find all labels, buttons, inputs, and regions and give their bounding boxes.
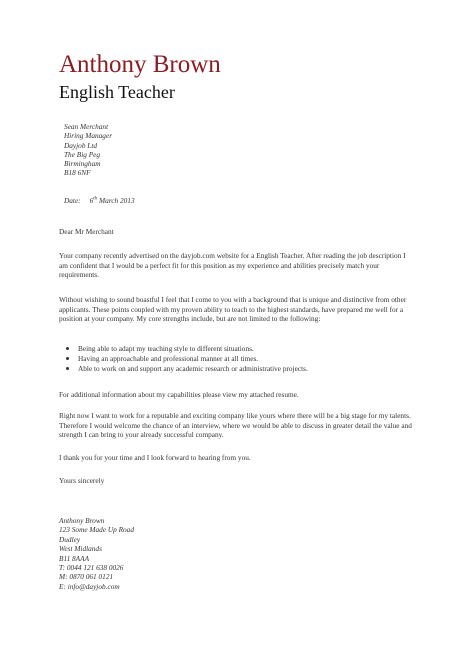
bullet-text: Having an approachable and professional manner at all times.	[78, 354, 259, 363]
bullet-icon	[66, 367, 69, 370]
signature-line: West Midlands	[59, 544, 102, 554]
paragraph-2: Without wishing to sound boastful I feel that I come to you with a background that is unique and distinctive from other applicants. These points coupled with my proven ability to teach to the highest standards, have prepared me well for a position at your company. My core strengths include, but are not limited to the following:	[59, 295, 407, 324]
signature-line: Dudley	[59, 534, 81, 544]
recipient-line: Birmingham	[64, 159, 101, 169]
bullet-icon	[66, 347, 69, 350]
paragraph-5: I thank you for your time and I look forward to hearing from you.	[59, 453, 251, 462]
bullet-text: Able to work on and support any academic research or administrative projects.	[78, 364, 308, 373]
signature-line: Anthony Brown	[59, 516, 105, 525]
strengths-list	[59, 344, 415, 374]
list-item	[59, 364, 415, 374]
job-title: English Teacher	[59, 82, 175, 102]
recipient-line: The Big Peg	[64, 149, 101, 159]
date-suffix: th	[93, 196, 98, 202]
signature-line: B11 8AAA	[59, 553, 90, 563]
sender-name: Anthony Brown	[59, 51, 221, 78]
date-day: 6	[89, 196, 94, 205]
letter-date	[64, 196, 135, 205]
list-item	[59, 344, 415, 354]
date-month-year: March 2013	[97, 196, 135, 205]
signature-line: T: 0044 121 638 0026	[59, 563, 124, 573]
signature-line: 123 Some Made Up Road	[59, 525, 134, 535]
recipient-line: Hiring Manager	[64, 131, 113, 141]
closing: Yours sincerely	[59, 476, 105, 485]
paragraph-4: Right now I want to work for a reputable and exciting company like yours where there will be a big stage for my talents. Therefore I would welcome the chance of an interview, where we would be able to discuss in greater detail the value and strength I can bring to your already successful company.	[59, 411, 412, 440]
recipient-line: B18 6NF	[64, 168, 91, 178]
greeting: Dear Mr Merchant	[59, 227, 114, 236]
bullet-icon	[66, 357, 69, 360]
signature-line: E: info@dayjob.com	[59, 581, 120, 591]
recipient-address	[64, 122, 112, 178]
paragraph-1: Your company recently advertised on the dayjob.com website for a English Teacher. After reading the job description I am confident that I would be a perfect fit for this position as my experience and abilities precisely match your requirements.	[59, 251, 406, 280]
date-label: Date:	[64, 196, 81, 205]
signature-block	[59, 516, 134, 591]
recipient-line: Sean Merchant	[64, 122, 109, 131]
paragraph-3: For additional information about my capabilities please view my attached resume.	[59, 390, 299, 399]
bullet-text: Being able to adapt my teaching style to different situations.	[78, 344, 254, 353]
recipient-line: Dayjob Ltd	[64, 140, 98, 150]
list-item	[59, 354, 415, 364]
signature-line: M: 0870 061 0121	[59, 572, 114, 582]
